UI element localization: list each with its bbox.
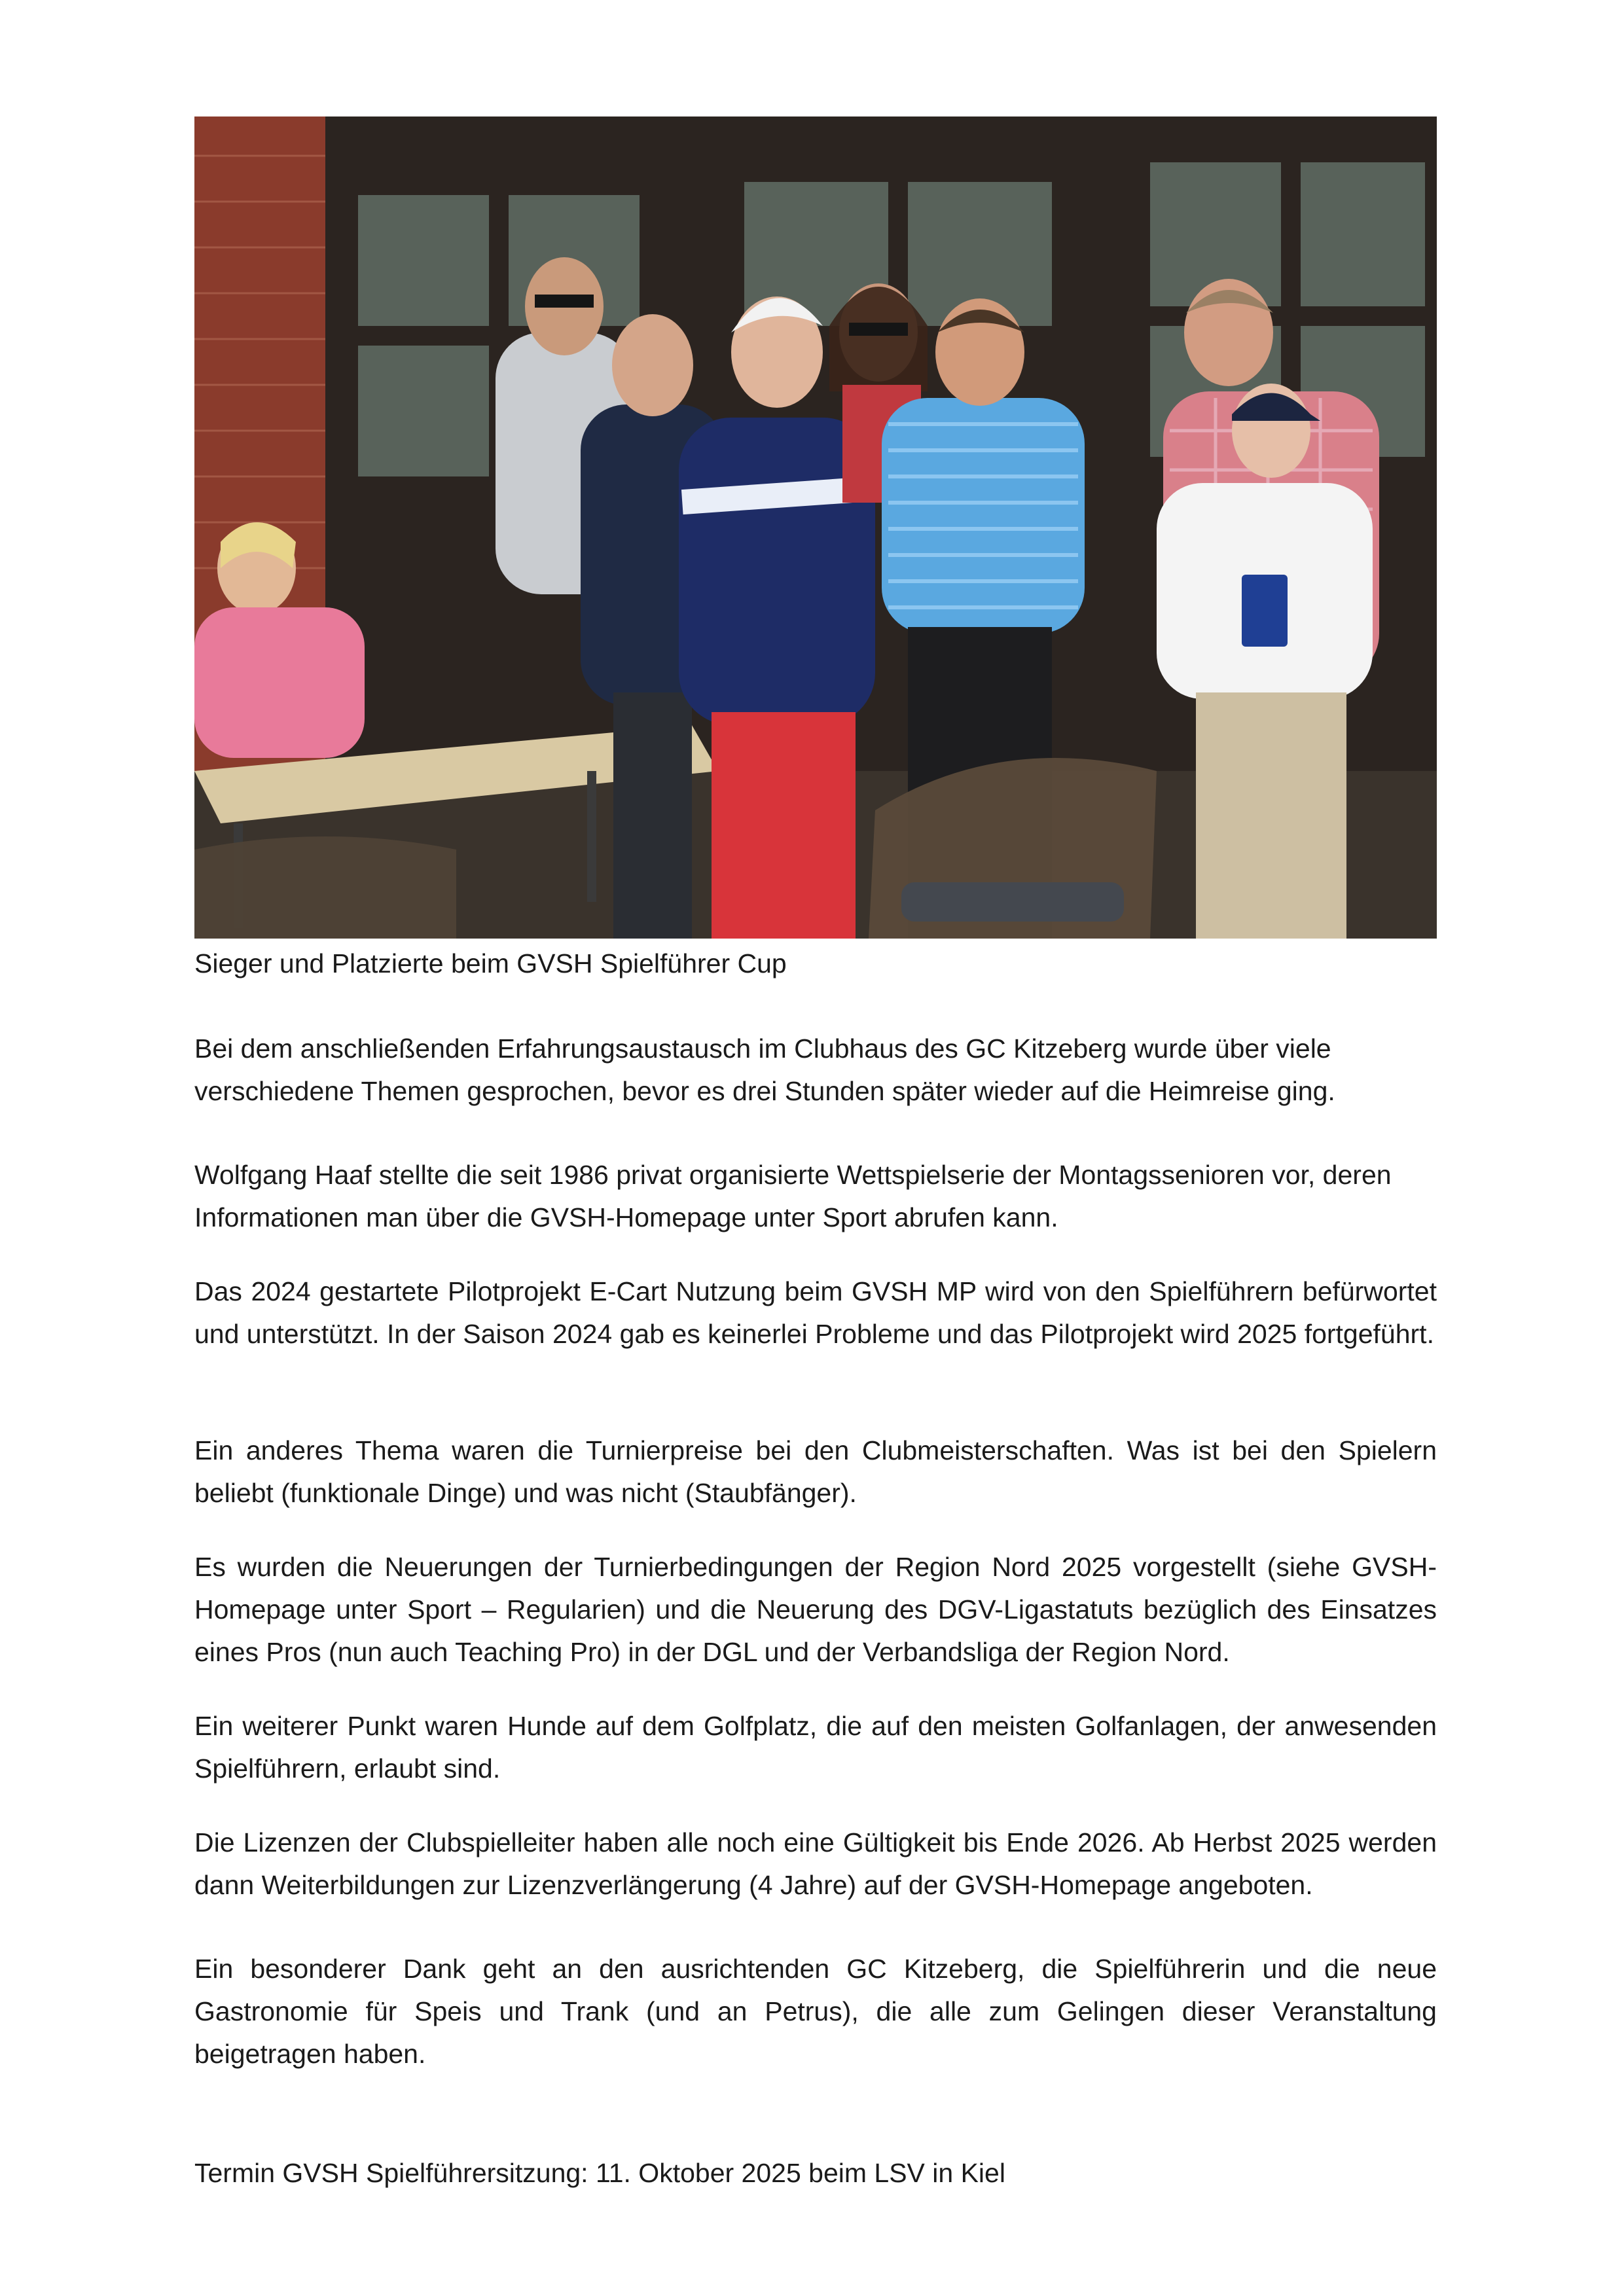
- paragraph-licenses: Die Lizenzen der Clubspielleiter haben alle noch eine Gültigkeit bis Ende 2026. Ab Herbst 2025 werden dann Weiterbildungen zur Lizenzverlängerung (4 Jahre) auf der GVSH-Homepage angeboten.: [194, 1827, 1437, 1900]
- red-trousers: [712, 712, 856, 939]
- group-photo: [194, 117, 1437, 939]
- paragraph-e-cart-pilot: Das 2024 gestartete Pilotprojekt E-Cart Nutzung beim GVSH MP wird von den Spielführern befürwortet und unterstützt. In der Saison 2024 gab es keinerlei Probleme und das Pilotprojekt wird 2025 fortgeführt.: [194, 1276, 1437, 1349]
- footer-date-note: Termin GVSH Spielführersitzung: 11. Oktober 2025 beim LSV in Kiel: [194, 2158, 1005, 2188]
- paragraph-thanks: Ein besonderer Dank geht an den ausrichtenden GC Kitzeberg, die Spielführerin und die neue Gastronomie für Speis und Trank (und an Petrus), die alle zum Gelingen dieser Veranstaltung beigetragen haben.: [194, 1954, 1437, 2069]
- photo-caption: Sieger und Platzierte beim GVSH Spielführer Cup: [194, 948, 787, 978]
- paragraph-tournament-rules: Es wurden die Neuerungen der Turnierbedingungen der Region Nord 2025 vorgestellt (siehe GVSH-Homepage unter Sport – Regularien) und die Neuerung des DGV-Ligastatuts bezüglich des Einsatzes eines Pros (nun auch Teaching Pro) in der DGL und der Verbandsliga der Region Nord.: [194, 1552, 1437, 1667]
- paragraph-montagssenioren: Wolfgang Haaf stellte die seit 1986 privat organisierte Wettspielserie der Montagssenioren vor, deren Informationen man über die GVSH-Homepage unter Sport abrufen kann.: [194, 1160, 1392, 1232]
- paragraph-dogs-on-course: Ein weiterer Punkt waren Hunde auf dem Golfplatz, die auf den meisten Golfanlagen, der anwesenden Spielführern, erlaubt sind.: [194, 1711, 1437, 1784]
- trophy-box: [1242, 575, 1288, 647]
- paragraph-experience-exchange: Bei dem anschließenden Erfahrungsaustausch im Clubhaus des GC Kitzeberg wurde über viele verschiedene Themen gesprochen, bevor es drei Stunden später wieder auf die Heimreise ging.: [194, 1033, 1335, 1106]
- group-photo-illustration: [194, 117, 1437, 939]
- paragraph-tournament-prizes: Ein anderes Thema waren die Turnierpreise bei den Clubmeisterschaften. Was ist bei den Spielern beliebt (funktionale Dinge) und was nicht (Staubfänger).: [194, 1435, 1437, 1508]
